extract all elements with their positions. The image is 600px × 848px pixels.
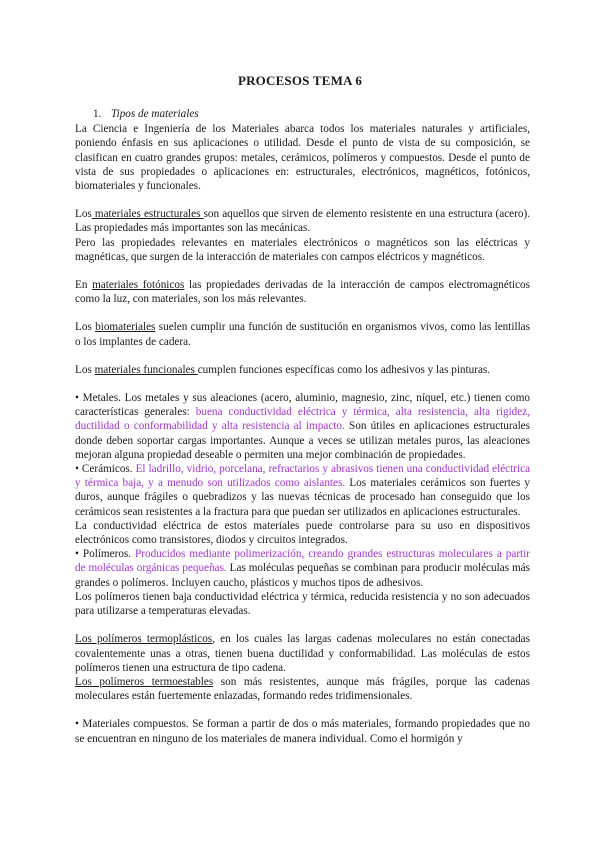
term-thermosets: Los polímeros termoestables xyxy=(75,675,214,688)
ceramics-highlight: El ladrillo, vidrio, porcelana, refractarios y abrasivos tienen una conductividad eléctrica y térmica baja, y a menudo son utilizados como aislantes. xyxy=(75,463,530,490)
term-photonic: materiales fotónicos xyxy=(92,279,185,292)
term-structural: materiales estructurales xyxy=(91,208,204,221)
metals-highlight: buena conductividad eléctrica y térmica, alta resistencia, alta rigidez, ductilidad o conformabilidad y alta resistencia al impacto. xyxy=(75,406,530,433)
metals-paragraph: • Metales. Los metales y sus aleaciones (acero, aluminio, magnesio, zinc, níquel, etc.) tienen como características generales: buena conductividad eléctrica y térmica, alta resistencia, alta rigidez, ductilidad o conformabilidad y alta resistencia al impacto. Son útiles en aplicaciones estructurales donde deben soportar cargas importantes. Aunque a veces se utilizan metales puros, las aleaciones mejoran alguna propiedad deseable o permiten una mejor combinación de propiedades. xyxy=(75,392,531,461)
term-biomaterials: biomateriales xyxy=(95,321,156,334)
structural-paragraph: Los materiales estructurales son aquellos que sirven de elemento resistente en una estructura (acero). Las propiedades más importantes son las mecánicas. xyxy=(75,208,530,235)
ceramics-conductivity-paragraph: La conductividad eléctrica de estos materiales puede controlarse para su uso en dispositivos electrónicos como transistores, diodos y circuitos integrados. xyxy=(75,519,530,547)
electronic-paragraph: Pero las propiedades relevantes en materiales electrónicos o magnéticos son las eléctricas y magnéticas, que surgen de la interacción de materiales con campos eléctricos y magnéticos. xyxy=(75,236,530,263)
polymers-properties-paragraph: Los polímeros tienen baja conductividad eléctrica y térmica, reducida resistencia y no son adecuados para utilizarse a temperaturas elevadas. xyxy=(75,590,530,618)
section-heading xyxy=(75,107,530,121)
composites-paragraph: • Materiales compuestos. Se forman a partir de dos o más materiales, formando propiedades que no se encuentran en ninguno de los materiales de manera individual. Como el hormigón y xyxy=(75,718,530,745)
thermosets-paragraph: Los polímeros termoestables son más resistentes, aunque más frágiles, porque las cadenas moleculares están fuertemente enlazadas, formando redes tridimensionales. xyxy=(75,675,530,703)
term-thermoplastics: Los polímeros termoplásticos xyxy=(75,633,213,646)
intro-paragraph: La Ciencia e Ingeniería de los Materiales abarca todos los materiales naturales y artificiales, poniendo énfasis en sus aplicaciones o utilidad. Desde el punto de vista de su composición, se clasifican en cuatro grandes grupos: metales, cerámicos, polímeros y compuestos. Desde el punto de vista de sus propiedades o aplicaciones en: estructurales, electrónicos, magnéticos, fotónicos, biomateriales y funcionales. xyxy=(75,123,530,193)
section-title: Tipos de materiales xyxy=(111,108,199,120)
functional-paragraph: Los materiales funcionales cumplen funciones específicas como los adhesivos y las pinturas. xyxy=(75,363,491,376)
section-number: 1. xyxy=(93,108,102,120)
ceramics-paragraph: • Cerámicos. El ladrillo, vidrio, porcelana, refractarios y abrasivos tienen una conductividad eléctrica y térmica baja, y a menudo son utilizados como aislantes. Los materiales cerámicos son fuertes y duros, aunque frágiles o quebradizos y las nuevas técnicas de procesado han conseguido que los cerámicos sean resistentes a la fractura para que puedan ser utilizados en aplicaciones estructurales. xyxy=(75,463,530,518)
term-functional: materiales funcionales xyxy=(94,363,198,376)
document-body xyxy=(75,107,530,746)
document-title: PROCESOS TEMA 6 xyxy=(237,73,363,88)
thermoplastics-paragraph: Los polímeros termoplásticos, en los cuales las largas cadenas moleculares no están conectadas covalentemente unas a otras, tienen buena ductilidad y conformabilidad. Las moléculas de estos polímeros tienen una estructura de tipo cadena. xyxy=(75,633,531,674)
biomaterials-paragraph: Los biomateriales suelen cumplir una función de sustitución en organismos vivos, como las lentillas o los implantes de cadera. xyxy=(75,321,531,348)
photonic-paragraph: En materiales fotónicos las propiedades derivadas de la interacción de campos electromagnéticos como la luz, con materiales, son los más relevantes. xyxy=(75,279,530,306)
polymers-highlight: Producidos mediante polimerización, creando grandes estructuras moleculares a partir de moléculas orgánicas pequeñas. xyxy=(75,548,530,575)
polymers-paragraph: • Polímeros. Producidos mediante polimerización, creando grandes estructuras moleculares a partir de moléculas orgánicas pequeñas. Las moléculas pequeñas se combinan para producir moléculas más grandes o polímeros. Incluyen caucho, plásticos y muchos tipos de adhesivos. xyxy=(75,548,530,589)
